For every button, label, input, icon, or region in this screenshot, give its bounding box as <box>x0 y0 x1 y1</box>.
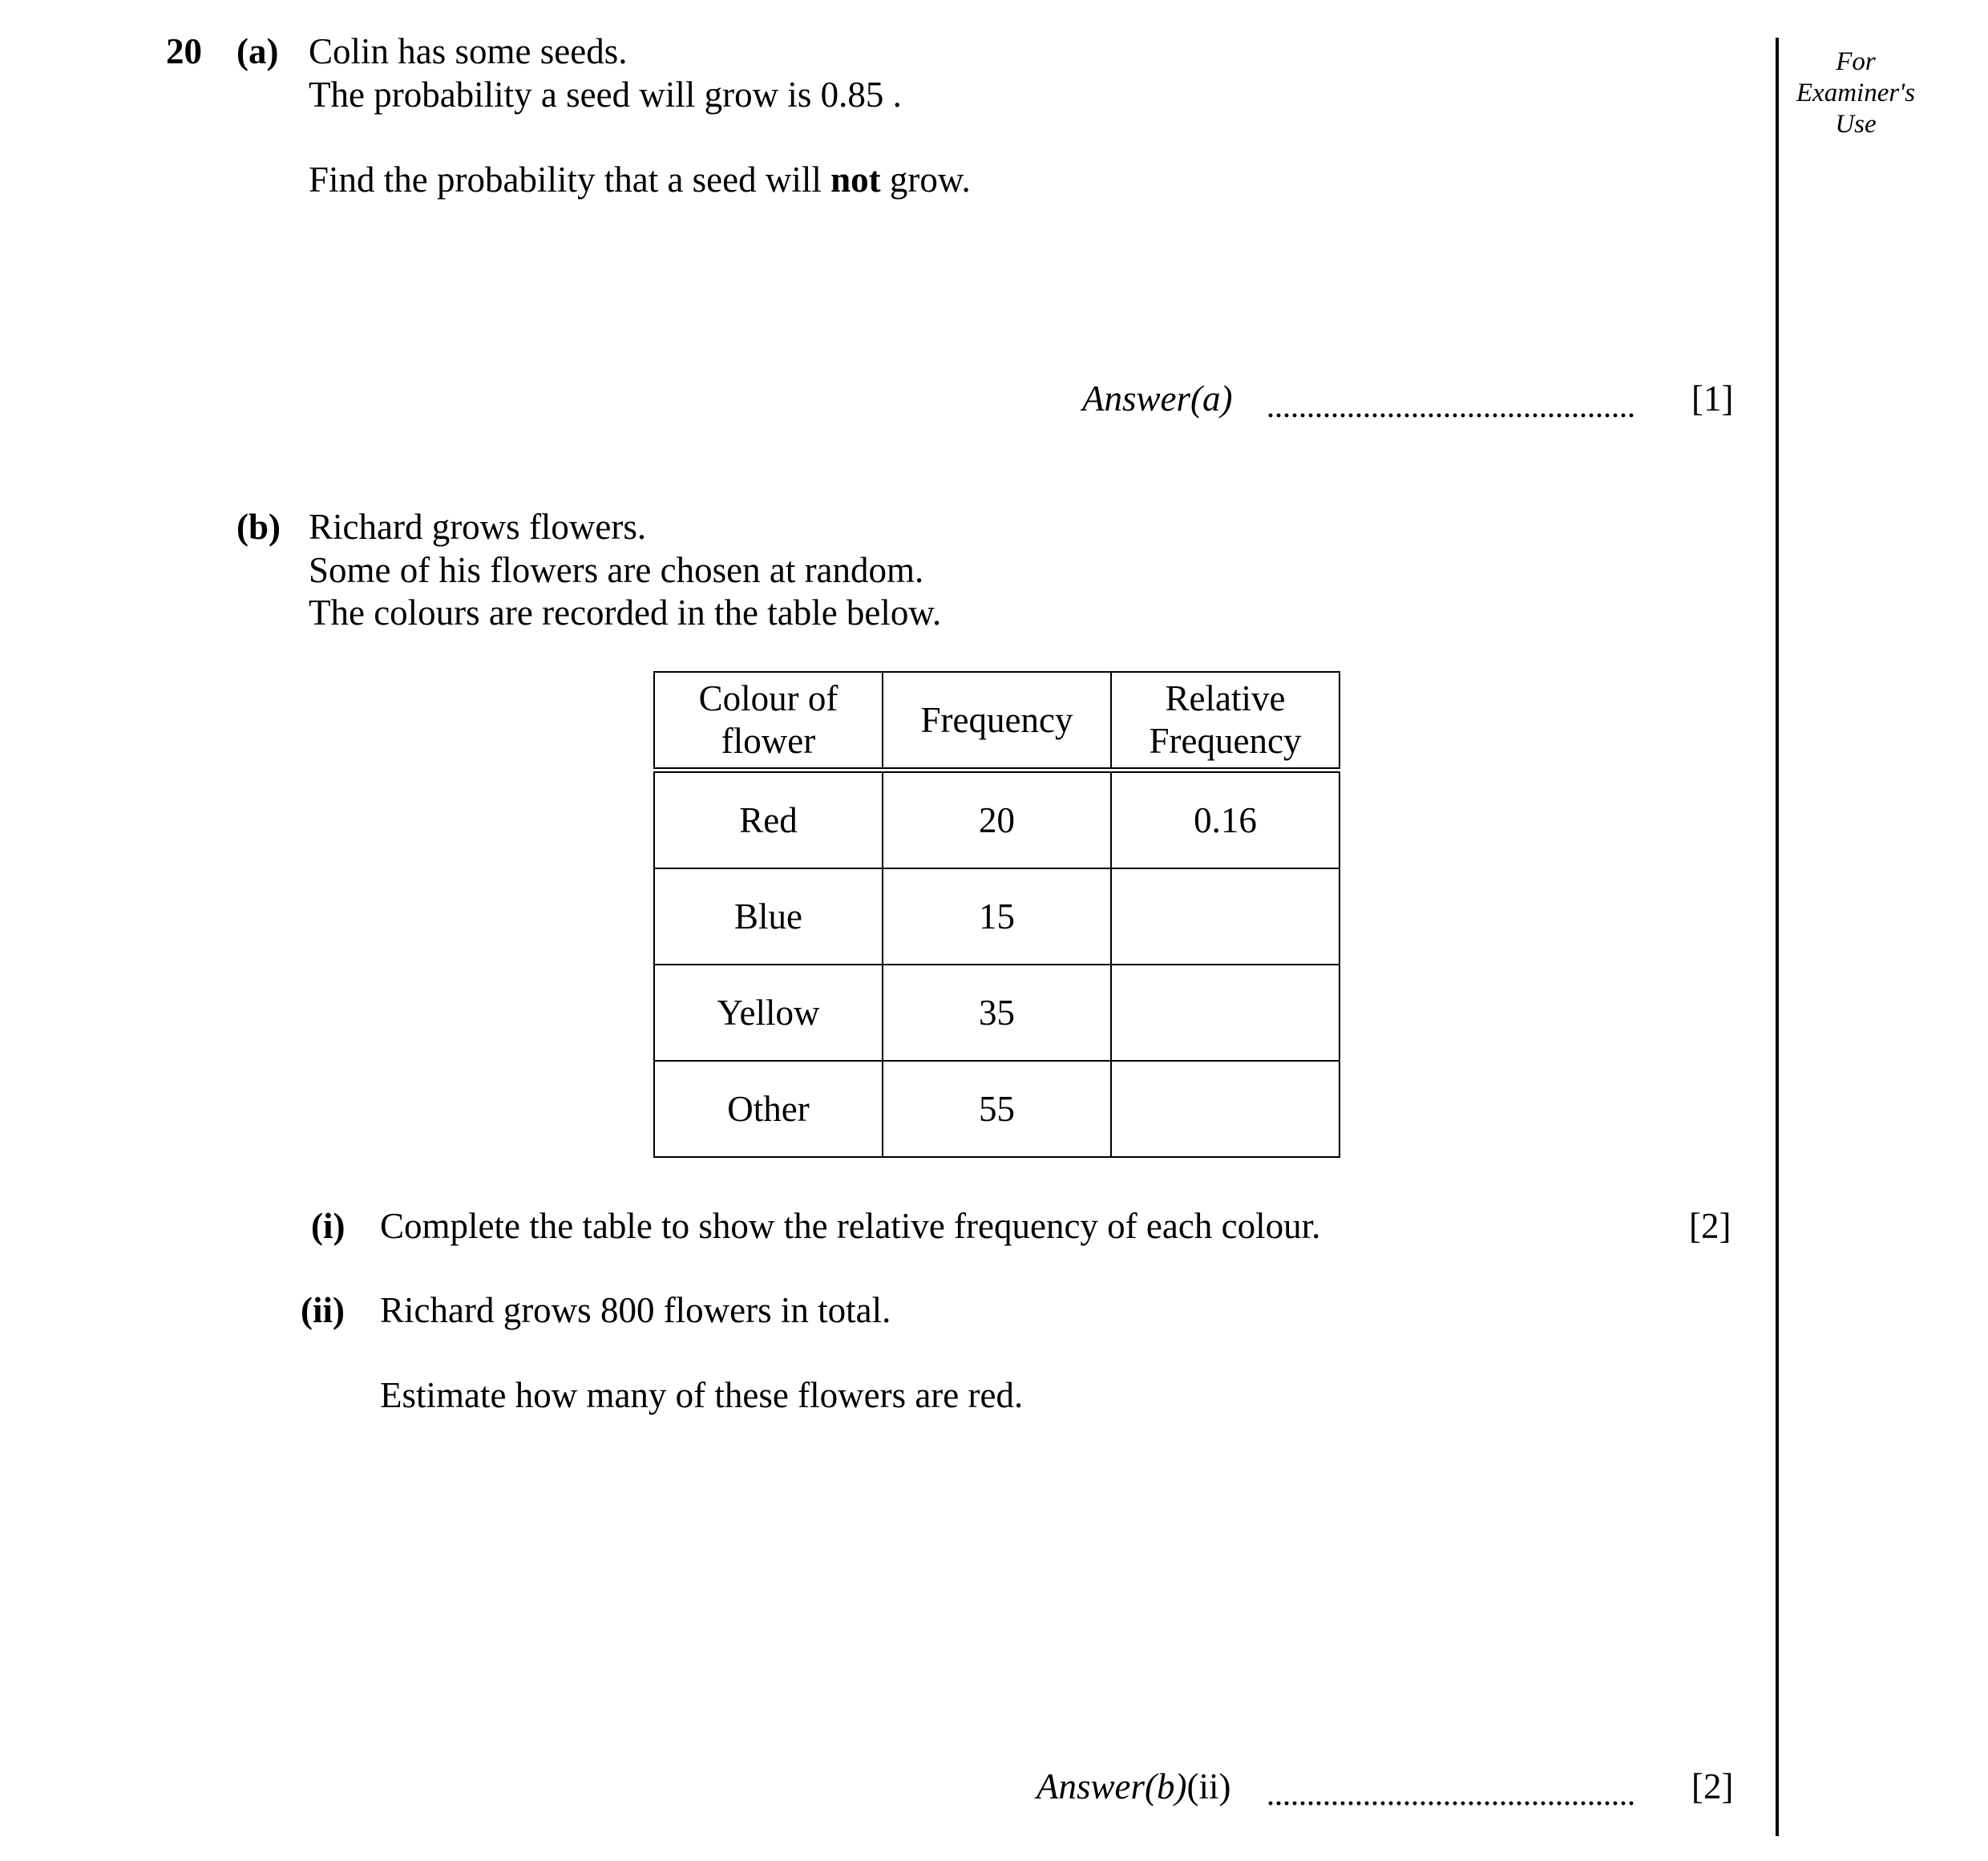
answer-b-ii-label-italic: Answer(b) <box>1036 1766 1187 1806</box>
header-frequency: Frequency <box>883 672 1111 771</box>
cell-frequency: 20 <box>883 771 1111 869</box>
sub-i-marks: [2] <box>1689 1206 1731 1246</box>
part-b-line-2: Some of his flowers are chosen at random. <box>309 550 924 590</box>
table-row <box>654 771 1339 869</box>
sub-i-label: (i) <box>311 1206 345 1246</box>
table-header-row <box>654 672 1339 771</box>
table-row <box>654 965 1339 1061</box>
part-a-prompt-before: Find the probability that a seed will <box>309 160 831 200</box>
answer-b-ii-marks: [2] <box>1691 1766 1734 1806</box>
cell-relative-frequency: 0.16 <box>1111 771 1339 869</box>
part-a-label: (a) <box>236 31 279 71</box>
part-a-prompt-bold: not <box>830 160 881 200</box>
table-row <box>654 1061 1339 1157</box>
header-colour: Colour of flower <box>654 672 883 771</box>
cell-colour: Other <box>654 1061 883 1157</box>
cell-frequency: 35 <box>883 965 1111 1061</box>
cell-colour: Blue <box>654 868 883 965</box>
answer-b-ii-label-rest: (ii) <box>1186 1766 1231 1806</box>
examiner-line-2: Examiner's <box>1796 79 1916 107</box>
cell-colour: Red <box>654 771 883 869</box>
cell-colour: Yellow <box>654 965 883 1061</box>
sub-ii-label: (ii) <box>301 1290 345 1330</box>
table-row <box>654 868 1339 965</box>
part-b-label: (b) <box>236 507 281 547</box>
flower-frequency-table <box>653 671 1340 1158</box>
header-relative-frequency: Relative Frequency <box>1111 672 1339 771</box>
sub-ii-prompt: Estimate how many of these flowers are red. <box>380 1375 1024 1415</box>
answer-a-line[interactable] <box>1267 412 1635 419</box>
answer-b-ii-label <box>1036 1765 1230 1808</box>
part-a-line-2: The probability a seed will grow is 0.85 . <box>309 75 902 115</box>
part-a-prompt-after: grow. <box>880 160 971 200</box>
part-b-line-1: Richard grows flowers. <box>309 507 647 547</box>
question-number: 20 <box>166 31 202 71</box>
examiner-line-3: Use <box>1835 110 1877 139</box>
cell-frequency: 15 <box>883 868 1111 965</box>
part-a-line-1: Colin has some seeds. <box>309 31 628 71</box>
answer-a-label: Answer(a) <box>1082 378 1233 419</box>
cell-relative-frequency[interactable] <box>1111 965 1339 1061</box>
part-b-line-3: The colours are recorded in the table below. <box>309 593 942 633</box>
cell-relative-frequency[interactable] <box>1111 1061 1339 1157</box>
sub-ii-text: Richard grows 800 flowers in total. <box>380 1290 891 1330</box>
examiner-use-label <box>1788 47 1924 140</box>
examiner-margin-rule <box>1776 38 1779 1836</box>
examiner-line-1: For <box>1836 47 1876 76</box>
cell-relative-frequency[interactable] <box>1111 868 1339 965</box>
part-a-prompt <box>309 158 971 201</box>
sub-i-text: Complete the table to show the relative frequency of each colour. <box>380 1206 1321 1246</box>
cell-frequency: 55 <box>883 1061 1111 1157</box>
answer-a-marks: [1] <box>1691 378 1734 419</box>
answer-b-ii-line[interactable] <box>1267 1800 1635 1806</box>
